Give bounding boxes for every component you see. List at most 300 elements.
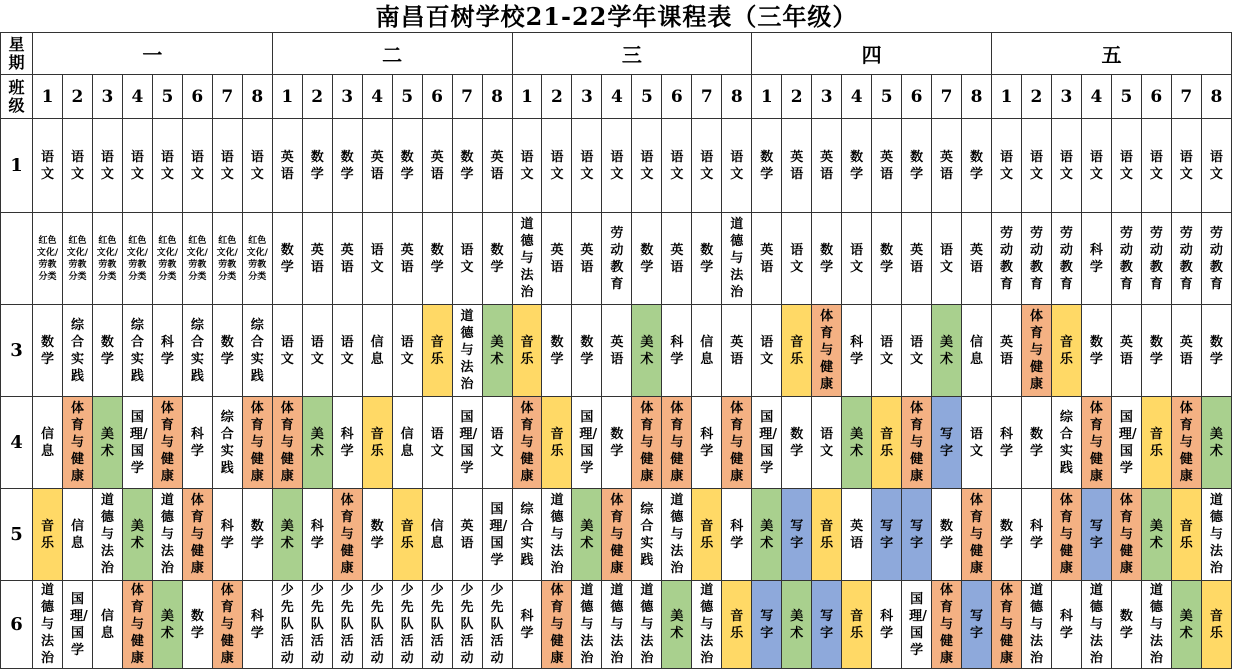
course-cell bbox=[902, 213, 932, 305]
course-name: 数学 bbox=[280, 242, 294, 275]
course-name: 劳动教育 bbox=[1179, 225, 1193, 292]
course-name: 语文 bbox=[640, 149, 654, 182]
course-cell bbox=[992, 305, 1022, 397]
course-name: 语文 bbox=[40, 149, 54, 182]
course-cell bbox=[692, 213, 722, 305]
course-name: 体育与健康 bbox=[670, 401, 684, 484]
class-number-header: 1 bbox=[752, 75, 782, 119]
course-cell bbox=[362, 213, 392, 305]
class-number-header: 3 bbox=[332, 75, 362, 119]
course-name: 少先队活动 bbox=[490, 583, 504, 666]
course-name: 道德与法治 bbox=[1029, 583, 1043, 666]
course-cell bbox=[392, 119, 422, 213]
course-cell bbox=[1081, 397, 1111, 489]
course-cell bbox=[722, 305, 752, 397]
course-name: 道德与法治 bbox=[610, 583, 624, 666]
course-name: 语文 bbox=[400, 334, 414, 367]
course-name: 美术 bbox=[280, 518, 294, 551]
course-name: 数学 bbox=[400, 149, 414, 182]
course-name: 语文 bbox=[670, 149, 684, 182]
course-name: 红色文化/劳教分类 bbox=[96, 235, 119, 282]
course-cell bbox=[932, 489, 962, 581]
course-name: 美术 bbox=[490, 334, 504, 367]
course-cell bbox=[992, 489, 1022, 581]
course-cell bbox=[602, 213, 632, 305]
course-cell bbox=[242, 581, 272, 669]
course-name: 红色文化/劳教分类 bbox=[36, 235, 59, 282]
course-name: 语文 bbox=[550, 149, 564, 182]
course-cell bbox=[272, 489, 302, 581]
course-name: 信息 bbox=[970, 334, 984, 367]
course-cell bbox=[1111, 213, 1141, 305]
course-name: 体育与健康 bbox=[280, 401, 294, 484]
course-name: 英语 bbox=[1119, 334, 1133, 367]
course-name: 语文 bbox=[1119, 149, 1133, 182]
course-name: 数学 bbox=[640, 242, 654, 275]
course-name: 数学 bbox=[1119, 608, 1133, 641]
course-name: 综合实践 bbox=[130, 317, 144, 384]
course-cell bbox=[62, 119, 92, 213]
course-name: 信息 bbox=[40, 426, 54, 459]
course-name: 综合实践 bbox=[220, 409, 234, 476]
day-header-row bbox=[1, 33, 1232, 75]
class-number-header: 3 bbox=[812, 75, 842, 119]
course-name: 英语 bbox=[460, 518, 474, 551]
course-name: 语文 bbox=[820, 426, 834, 459]
course-name: 科学 bbox=[700, 426, 714, 459]
course-name: 写字 bbox=[940, 426, 954, 459]
period-row bbox=[1, 305, 1232, 397]
course-cell bbox=[152, 213, 182, 305]
class-number-header: 6 bbox=[422, 75, 452, 119]
course-cell bbox=[992, 119, 1022, 213]
class-number-header: 1 bbox=[272, 75, 302, 119]
course-cell bbox=[272, 581, 302, 669]
course-name: 英语 bbox=[790, 149, 804, 182]
course-name: 综合实践 bbox=[250, 317, 264, 384]
course-name: 英语 bbox=[610, 334, 624, 367]
course-cell bbox=[842, 489, 872, 581]
corner-weekday-text: 星期 bbox=[8, 34, 25, 72]
course-name: 音乐 bbox=[1179, 518, 1193, 551]
course-cell bbox=[1051, 305, 1081, 397]
class-number-header: 8 bbox=[482, 75, 512, 119]
course-cell bbox=[662, 489, 692, 581]
course-cell bbox=[962, 305, 992, 397]
course-name: 红色文化/劳教分类 bbox=[156, 235, 178, 282]
course-cell bbox=[212, 305, 242, 397]
course-name: 科学 bbox=[160, 334, 174, 367]
course-cell bbox=[902, 489, 932, 581]
course-cell bbox=[662, 213, 692, 305]
course-cell bbox=[1021, 489, 1051, 581]
course-name: 语文 bbox=[850, 242, 864, 275]
course-cell bbox=[332, 213, 362, 305]
course-cell bbox=[152, 397, 182, 489]
course-cell bbox=[422, 305, 452, 397]
course-name: 体育与健康 bbox=[910, 401, 924, 484]
course-cell bbox=[302, 213, 332, 305]
course-cell bbox=[1141, 213, 1171, 305]
class-number-header: 5 bbox=[392, 75, 422, 119]
course-cell bbox=[482, 581, 512, 669]
course-name: 英语 bbox=[1179, 334, 1193, 367]
corner-class-label bbox=[1, 75, 33, 119]
course-cell bbox=[812, 119, 842, 213]
course-cell bbox=[1201, 397, 1231, 489]
class-number-header: 7 bbox=[452, 75, 482, 119]
course-cell bbox=[542, 119, 572, 213]
course-cell bbox=[632, 119, 662, 213]
period-label: 6 bbox=[1, 581, 33, 669]
course-name: 数学 bbox=[460, 149, 474, 182]
course-cell bbox=[152, 305, 182, 397]
course-cell bbox=[152, 581, 182, 669]
course-name: 英语 bbox=[310, 242, 324, 275]
course-cell bbox=[33, 119, 63, 213]
course-name: 语文 bbox=[910, 334, 924, 367]
course-cell bbox=[542, 305, 572, 397]
course-name: 英语 bbox=[670, 242, 684, 275]
course-name: 体育与健康 bbox=[610, 493, 624, 576]
course-name: 数学 bbox=[850, 149, 864, 182]
course-cell bbox=[1171, 213, 1201, 305]
course-name: 综合实践 bbox=[70, 317, 84, 384]
course-name: 英语 bbox=[880, 149, 894, 182]
course-name: 综合实践 bbox=[640, 501, 654, 568]
course-name: 语文 bbox=[340, 334, 354, 367]
course-cell bbox=[332, 119, 362, 213]
course-name: 科学 bbox=[670, 334, 684, 367]
course-name: 红色文化/劳教分类 bbox=[186, 235, 208, 282]
course-name: 音乐 bbox=[520, 334, 534, 367]
course-name: 数学 bbox=[190, 608, 204, 641]
course-cell bbox=[632, 489, 662, 581]
class-number-header: 1 bbox=[512, 75, 542, 119]
course-name: 体育与健康 bbox=[1179, 401, 1193, 484]
class-number-header: 1 bbox=[992, 75, 1022, 119]
course-cell bbox=[572, 397, 602, 489]
course-name: 写字 bbox=[790, 518, 804, 551]
course-name: 音乐 bbox=[730, 608, 744, 641]
period-label bbox=[1, 213, 33, 305]
course-name: 音乐 bbox=[370, 426, 384, 459]
course-name: 少先队活动 bbox=[430, 583, 444, 666]
class-number-header: 2 bbox=[1021, 75, 1051, 119]
class-number-header: 2 bbox=[62, 75, 92, 119]
course-name: 美术 bbox=[310, 426, 324, 459]
course-name: 音乐 bbox=[40, 518, 54, 551]
course-name: 红色文化/劳教分类 bbox=[126, 235, 149, 282]
course-name: 数学 bbox=[340, 149, 354, 182]
course-cell bbox=[272, 305, 302, 397]
course-cell bbox=[632, 581, 662, 669]
course-cell bbox=[932, 397, 962, 489]
course-name: 体育与健康 bbox=[999, 583, 1013, 666]
course-cell bbox=[332, 489, 362, 581]
course-cell bbox=[392, 305, 422, 397]
course-cell bbox=[542, 213, 572, 305]
course-name: 数学 bbox=[490, 242, 504, 275]
course-name: 劳动教育 bbox=[1209, 225, 1223, 292]
course-cell bbox=[452, 305, 482, 397]
course-name: 体育与健康 bbox=[250, 401, 264, 484]
course-name: 美术 bbox=[100, 426, 114, 459]
course-name: 数学 bbox=[430, 242, 444, 275]
course-name: 体育与健康 bbox=[220, 583, 234, 666]
course-cell bbox=[782, 489, 812, 581]
course-name: 音乐 bbox=[880, 426, 894, 459]
course-cell bbox=[632, 213, 662, 305]
course-name: 科学 bbox=[999, 426, 1013, 459]
course-name: 语文 bbox=[370, 242, 384, 275]
course-cell bbox=[1051, 489, 1081, 581]
class-number-header: 3 bbox=[1051, 75, 1081, 119]
course-name: 语文 bbox=[880, 334, 894, 367]
course-cell bbox=[602, 119, 632, 213]
course-cell bbox=[992, 581, 1022, 669]
course-name: 数学 bbox=[310, 149, 324, 182]
course-cell bbox=[602, 305, 632, 397]
period-row bbox=[1, 581, 1232, 669]
period-label: 3 bbox=[1, 305, 33, 397]
course-name: 数学 bbox=[910, 149, 924, 182]
class-number-header: 4 bbox=[602, 75, 632, 119]
course-cell bbox=[1171, 489, 1201, 581]
timetable-body bbox=[1, 119, 1232, 669]
course-name: 美术 bbox=[1149, 518, 1163, 551]
course-cell bbox=[482, 119, 512, 213]
course-name: 科学 bbox=[310, 518, 324, 551]
course-name: 音乐 bbox=[700, 518, 714, 551]
class-number-header: 7 bbox=[692, 75, 722, 119]
course-cell bbox=[1201, 305, 1231, 397]
course-name: 语文 bbox=[1209, 149, 1223, 182]
course-name: 英语 bbox=[730, 334, 744, 367]
course-name: 英语 bbox=[430, 149, 444, 182]
class-number-header: 4 bbox=[1081, 75, 1111, 119]
course-cell bbox=[902, 581, 932, 669]
course-cell bbox=[752, 581, 782, 669]
period-row bbox=[1, 397, 1232, 489]
class-number-header: 7 bbox=[212, 75, 242, 119]
day-header-fri: 五 bbox=[992, 33, 1232, 75]
course-cell bbox=[122, 489, 152, 581]
course-name: 语文 bbox=[490, 426, 504, 459]
course-name: 体育与健康 bbox=[520, 401, 534, 484]
course-cell bbox=[662, 305, 692, 397]
course-cell bbox=[752, 119, 782, 213]
course-name: 科学 bbox=[730, 518, 744, 551]
course-cell bbox=[362, 119, 392, 213]
course-cell bbox=[1111, 305, 1141, 397]
course-name: 音乐 bbox=[550, 426, 564, 459]
course-cell bbox=[272, 213, 302, 305]
course-name: 劳动教育 bbox=[999, 225, 1013, 292]
course-cell bbox=[92, 305, 122, 397]
corner-weekday-label bbox=[1, 33, 33, 75]
course-cell bbox=[1051, 119, 1081, 213]
class-number-header: 7 bbox=[1171, 75, 1201, 119]
course-name: 数学 bbox=[100, 334, 114, 367]
course-cell bbox=[842, 119, 872, 213]
course-name: 科学 bbox=[1029, 518, 1043, 551]
course-name: 音乐 bbox=[400, 518, 414, 551]
course-name: 道德与法治 bbox=[1209, 493, 1223, 576]
course-cell bbox=[33, 305, 63, 397]
course-name: 美术 bbox=[160, 608, 174, 641]
course-name: 英语 bbox=[850, 518, 864, 551]
course-cell bbox=[122, 213, 152, 305]
course-name: 体育与健康 bbox=[130, 583, 144, 666]
course-cell bbox=[932, 213, 962, 305]
course-cell bbox=[242, 305, 272, 397]
course-cell bbox=[662, 397, 692, 489]
course-cell bbox=[692, 489, 722, 581]
period-row bbox=[1, 213, 1232, 305]
course-cell bbox=[692, 581, 722, 669]
course-cell bbox=[542, 489, 572, 581]
course-name: 科学 bbox=[880, 608, 894, 641]
course-cell bbox=[62, 489, 92, 581]
course-cell bbox=[362, 581, 392, 669]
course-cell bbox=[152, 489, 182, 581]
course-cell bbox=[722, 213, 752, 305]
course-cell bbox=[242, 213, 272, 305]
course-name: 语文 bbox=[1179, 149, 1193, 182]
course-name: 美术 bbox=[1209, 426, 1223, 459]
course-cell bbox=[482, 489, 512, 581]
course-cell bbox=[542, 581, 572, 669]
course-cell bbox=[302, 305, 332, 397]
course-name: 信息 bbox=[370, 334, 384, 367]
course-name: 美术 bbox=[790, 608, 804, 641]
course-cell bbox=[62, 213, 92, 305]
course-cell bbox=[962, 213, 992, 305]
course-name: 科学 bbox=[190, 426, 204, 459]
course-cell bbox=[212, 119, 242, 213]
course-name: 体育与健康 bbox=[190, 493, 204, 576]
corner-class-text: 班级 bbox=[8, 77, 25, 115]
course-name: 体育与健康 bbox=[1089, 401, 1103, 484]
course-cell bbox=[92, 489, 122, 581]
course-cell bbox=[92, 119, 122, 213]
course-cell bbox=[812, 581, 842, 669]
course-name: 语文 bbox=[790, 242, 804, 275]
course-name: 体育与健康 bbox=[640, 401, 654, 484]
period-label: 1 bbox=[1, 119, 33, 213]
course-name: 数学 bbox=[999, 518, 1013, 551]
course-name: 少先队活动 bbox=[340, 583, 354, 666]
course-cell bbox=[1081, 305, 1111, 397]
course-name: 红色文化/劳教分类 bbox=[246, 235, 268, 282]
course-cell bbox=[1141, 581, 1171, 669]
course-name: 体育与健康 bbox=[940, 583, 954, 666]
course-cell bbox=[572, 489, 602, 581]
course-cell bbox=[512, 397, 542, 489]
course-cell bbox=[62, 305, 92, 397]
course-cell bbox=[1171, 581, 1201, 669]
class-number-header: 4 bbox=[362, 75, 392, 119]
course-name: 语文 bbox=[940, 242, 954, 275]
class-number-header: 4 bbox=[122, 75, 152, 119]
course-name: 体育与健康 bbox=[730, 401, 744, 484]
course-name: 体育与健康 bbox=[550, 583, 564, 666]
course-cell bbox=[212, 397, 242, 489]
course-name: 体育与健康 bbox=[160, 401, 174, 484]
course-cell bbox=[812, 489, 842, 581]
course-cell bbox=[542, 397, 572, 489]
course-name: 写字 bbox=[760, 608, 774, 641]
class-number-header: 6 bbox=[1141, 75, 1171, 119]
course-name: 写字 bbox=[820, 608, 834, 641]
course-name: 写字 bbox=[970, 608, 984, 641]
course-cell bbox=[662, 581, 692, 669]
course-cell bbox=[122, 581, 152, 669]
course-cell bbox=[1051, 213, 1081, 305]
course-cell bbox=[452, 119, 482, 213]
course-cell bbox=[692, 119, 722, 213]
course-name: 语文 bbox=[250, 149, 264, 182]
class-number-header: 8 bbox=[722, 75, 752, 119]
course-name: 综合实践 bbox=[520, 501, 534, 568]
course-cell bbox=[962, 397, 992, 489]
course-cell bbox=[212, 213, 242, 305]
course-name: 语文 bbox=[160, 149, 174, 182]
course-cell bbox=[452, 581, 482, 669]
course-cell bbox=[752, 397, 782, 489]
course-cell bbox=[33, 581, 63, 669]
course-cell bbox=[422, 581, 452, 669]
page-title: 南昌百树学校21-22学年课程表（三年级） bbox=[375, 2, 858, 31]
course-cell bbox=[512, 119, 542, 213]
course-cell bbox=[182, 213, 212, 305]
course-cell bbox=[182, 305, 212, 397]
course-cell bbox=[482, 305, 512, 397]
course-cell bbox=[572, 119, 602, 213]
course-cell bbox=[302, 581, 332, 669]
course-name: 信息 bbox=[400, 426, 414, 459]
course-cell bbox=[92, 397, 122, 489]
course-name: 语文 bbox=[700, 149, 714, 182]
course-cell bbox=[872, 119, 902, 213]
course-name: 科学 bbox=[850, 334, 864, 367]
period-label: 5 bbox=[1, 489, 33, 581]
course-cell bbox=[722, 397, 752, 489]
course-cell bbox=[1201, 581, 1231, 669]
course-cell bbox=[362, 397, 392, 489]
course-name: 美术 bbox=[130, 518, 144, 551]
course-name: 道德与法治 bbox=[520, 217, 534, 300]
course-name: 写字 bbox=[880, 518, 894, 551]
course-name: 英语 bbox=[970, 242, 984, 275]
course-name: 道德与法治 bbox=[40, 583, 54, 666]
course-cell bbox=[992, 397, 1022, 489]
course-cell bbox=[182, 581, 212, 669]
course-cell bbox=[182, 397, 212, 489]
course-name: 语文 bbox=[520, 149, 534, 182]
course-cell bbox=[842, 581, 872, 669]
course-name: 美术 bbox=[850, 426, 864, 459]
course-name: 数学 bbox=[1209, 334, 1223, 367]
class-number-header: 8 bbox=[1201, 75, 1231, 119]
course-cell bbox=[452, 489, 482, 581]
period-row bbox=[1, 489, 1232, 581]
course-name: 英语 bbox=[370, 149, 384, 182]
course-cell bbox=[1171, 119, 1201, 213]
course-cell bbox=[1111, 489, 1141, 581]
class-number-header: 1 bbox=[33, 75, 63, 119]
